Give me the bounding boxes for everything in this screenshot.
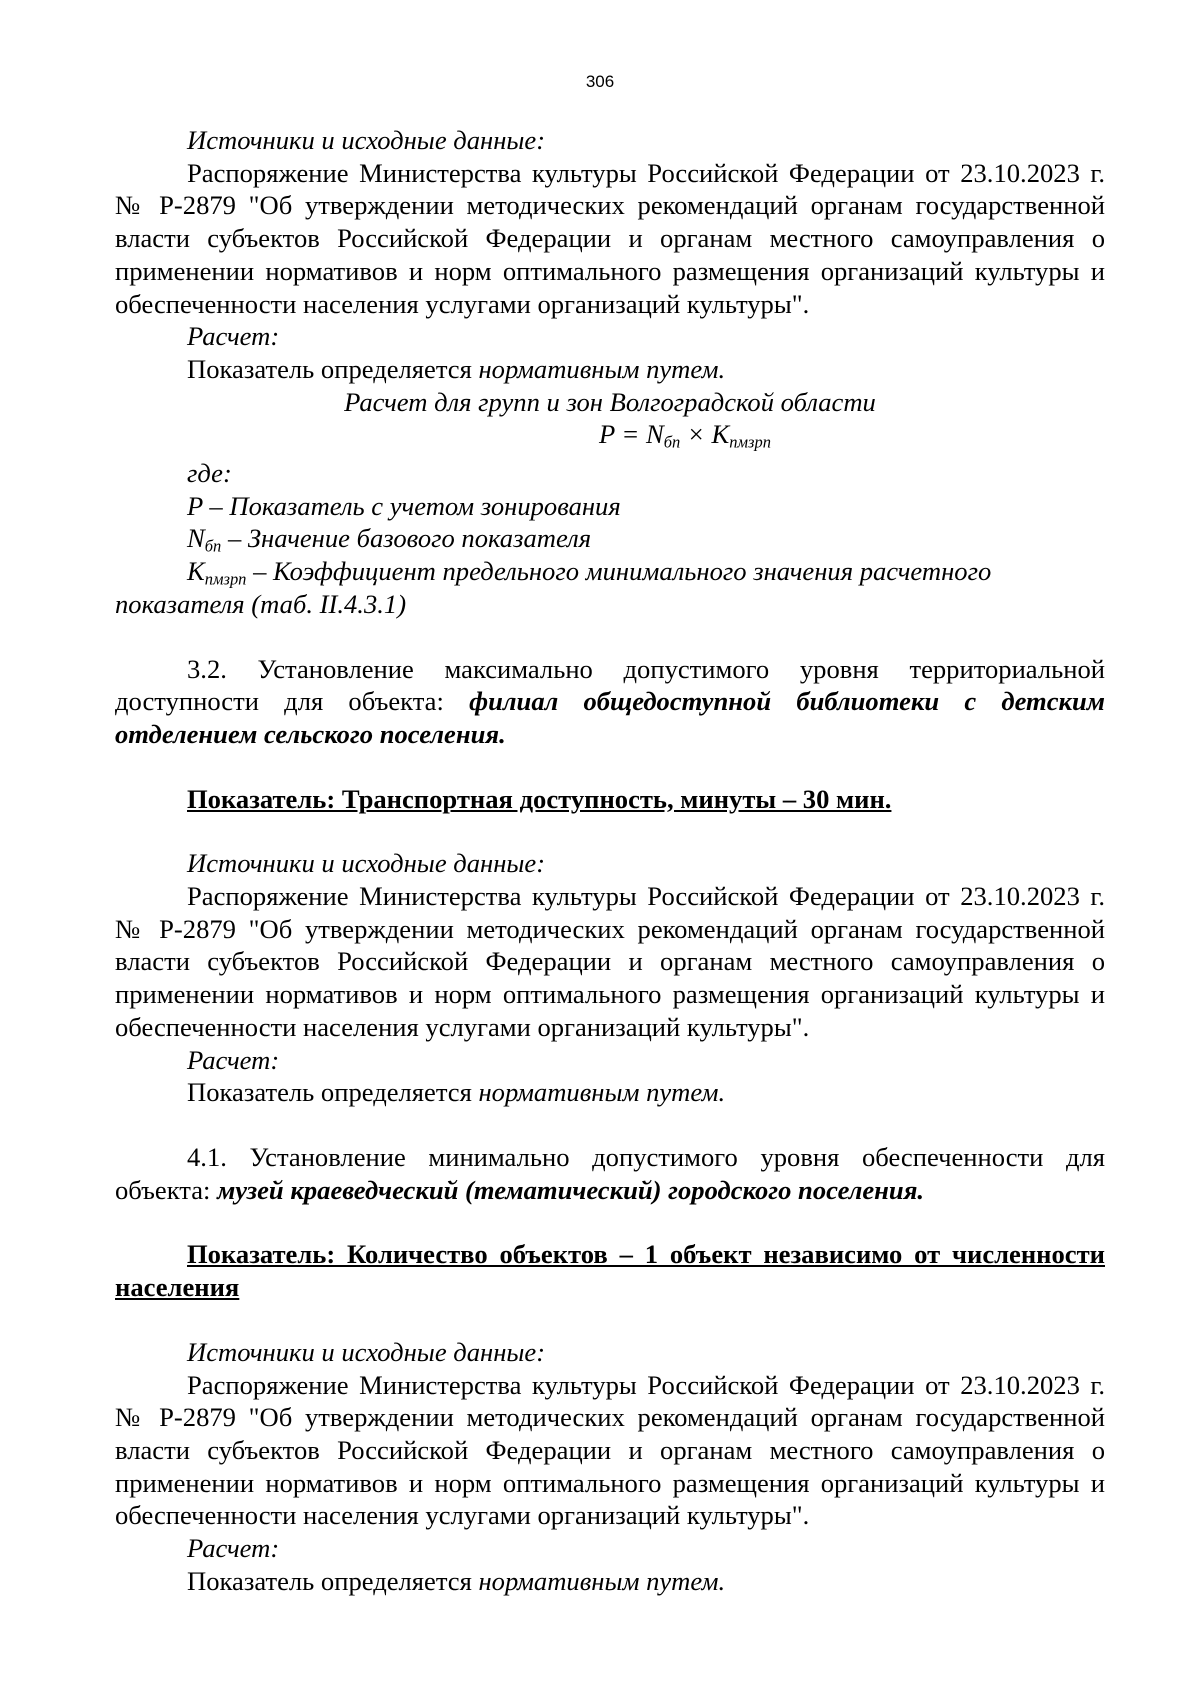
source-line: власти субъектов Российской Федерации и органам местного самоуправления о	[115, 223, 1105, 254]
section-4-1-intro: объекта: музей краеведческий (тематический) городского поселения.	[115, 1174, 925, 1205]
calculation-heading: Расчет:	[187, 1533, 280, 1564]
source-line: применении нормативов и норм оптимального размещения организаций культуры и	[115, 1467, 1105, 1498]
source-line: применении нормативов и норм оптимального размещения организаций культуры и	[115, 255, 1105, 286]
source-line: обеспеченности населения услугами организаций культуры".	[115, 1011, 810, 1042]
calculation-text: Показатель определяется нормативным путем.	[187, 1565, 726, 1596]
indicator-heading: Показатель: Транспортная доступность, минуты – 30 мин.	[187, 783, 892, 814]
definition-p: P – Показатель с учетом зонирования	[187, 490, 621, 521]
section-4-1-intro: 4.1. Установление минимально допустимого уровня обеспеченности для	[187, 1141, 1105, 1172]
source-line: № Р-2879 "Об утверждении методических рекомендаций органам государственной	[115, 1402, 1105, 1433]
source-line: № Р-2879 "Об утверждении методических рекомендаций органам государственной	[115, 190, 1105, 221]
sources-heading: Источники и исходные данные:	[187, 125, 546, 155]
source-line: власти субъектов Российской Федерации и органам местного самоуправления о	[115, 946, 1105, 977]
section-3-2-intro: 3.2. Установление максимально допустимого уровня территориальной	[187, 653, 1105, 684]
definition-k-continued: показателя (таб. II.4.3.1)	[115, 588, 407, 619]
definition-k: $K_{пмзрп}$ – Коэффициент предельного минимального значения расчетного	[187, 556, 992, 589]
calculation-heading: Расчет:	[187, 321, 280, 352]
calculation-heading: Расчет:	[187, 1044, 280, 1075]
where-label: где:	[187, 458, 232, 489]
formula: $P = N_{бп} \times K_{пмзрп}$	[599, 419, 771, 452]
source-line: обеспеченности населения услугами организаций культуры".	[115, 1500, 810, 1531]
source-line: № Р-2879 "Об утверждении методических рекомендаций органам государственной	[115, 913, 1105, 944]
source-line: Распоряжение Министерства культуры Российской Федерации от 23.10.2023 г.	[187, 157, 1105, 188]
source-line: применении нормативов и норм оптимального размещения организаций культуры и	[115, 979, 1105, 1010]
sources-heading: Источники и исходные данные:	[187, 1336, 546, 1367]
page-number: 306	[585, 72, 615, 91]
source-line: Распоряжение Министерства культуры Российской Федерации от 23.10.2023 г.	[187, 881, 1105, 912]
zones-title: Расчет для групп и зон Волгоградской области	[344, 386, 876, 417]
definition-n: $N_{бп}$ – Значение базового показателя	[187, 523, 592, 557]
section-3-2-intro: доступности для объекта: филиал общедоступной библиотеки с детским	[115, 686, 1105, 717]
sources-heading: Источники и исходные данные:	[187, 848, 546, 879]
calculation-text: Показатель определяется нормативным путем.	[187, 1077, 726, 1108]
indicator-heading-continued: населения	[115, 1272, 240, 1303]
document-body	[115, 124, 1105, 1597]
source-line: власти субъектов Российской Федерации и органам местного самоуправления о	[115, 1434, 1105, 1465]
section-3-2-object: отделением сельского поселения.	[115, 718, 506, 749]
calculation-text: Показатель определяется нормативным путем.	[187, 353, 726, 384]
indicator-heading: Показатель: Количество объектов – 1 объект независимо от численности	[187, 1239, 1105, 1270]
source-line: Распоряжение Министерства культуры Российской Федерации от 23.10.2023 г.	[187, 1369, 1105, 1400]
source-line: обеспеченности населения услугами организаций культуры".	[115, 288, 810, 319]
